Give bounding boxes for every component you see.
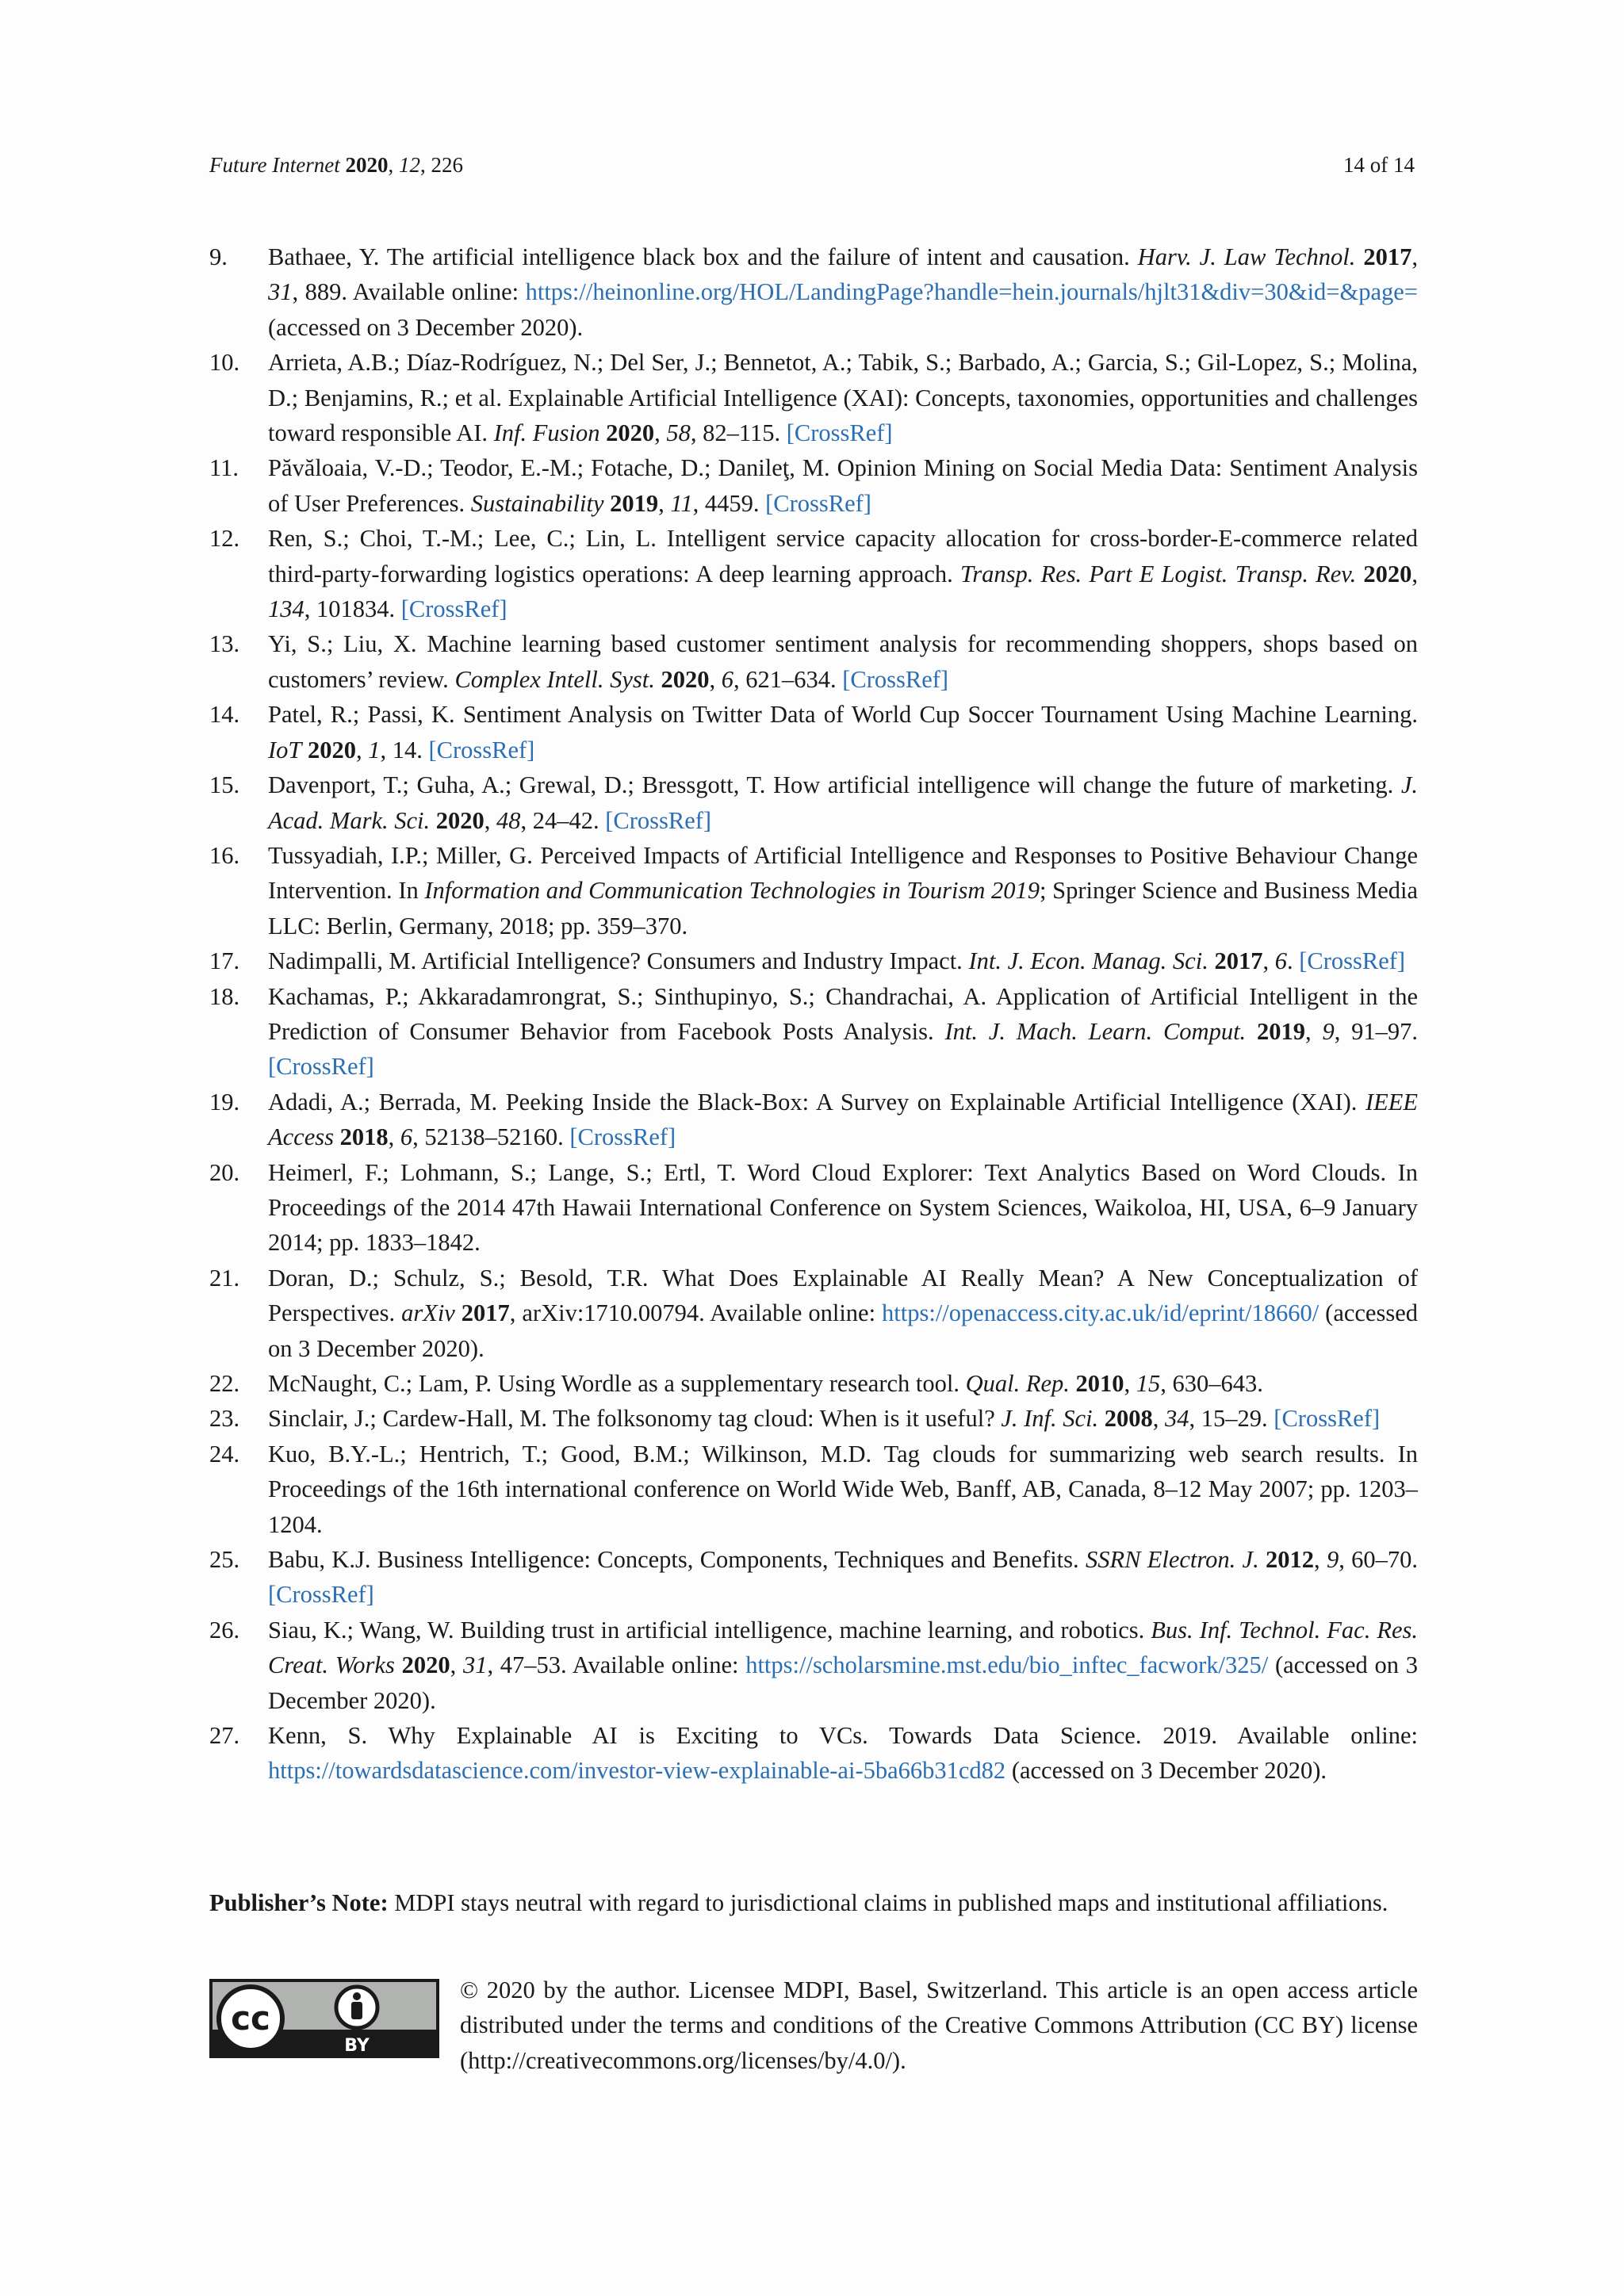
reference-italic: Complex Intell. Syst. xyxy=(454,665,655,693)
reference-year: 2017 xyxy=(1214,947,1263,975)
reference-text: , 889. Available online: xyxy=(292,278,526,306)
reference-number: 9. xyxy=(209,243,228,270)
reference-text xyxy=(455,1299,462,1326)
reference-italic: Int. J. Mach. Learn. Comput. xyxy=(944,1017,1247,1045)
reference-text: Adadi, A.; Berrada, M. Peeking Inside the Black-Box: A Survey on Explainable Artificial Intelligence (XAI). xyxy=(268,1088,1365,1115)
reference-text: Arrieta, A.B.; Díaz-Rodríguez, N.; Del Ser, J.; Bennetot, A.; Tabik, S.; Barbado, A.; Garcia, S.; Gil-Lopez, S.; Molina, D.; Benjamins, R.; et al. Explainable Artificial Intelligence (XAI): Concepts, taxonomies, opportunities and challenges toward responsible AI. xyxy=(268,349,1418,447)
reference-link[interactable]: [CrossRef] xyxy=(569,1123,676,1151)
reference-text: Nadimpalli, M. Artificial Intelligence? Consumers and Industry Impact. xyxy=(268,947,969,975)
reference-item xyxy=(209,1542,1418,1613)
reference-item xyxy=(209,521,1418,626)
reference-text: (accessed on 3 December 2020). xyxy=(268,313,584,341)
reference-text xyxy=(334,1123,340,1150)
reference-italic: 6 xyxy=(721,665,733,693)
reference-link[interactable]: [CrossRef] xyxy=(1274,1405,1381,1433)
reference-link[interactable]: [CrossRef] xyxy=(268,1053,374,1081)
reference-text: , 621–634. xyxy=(733,665,843,693)
publisher-note xyxy=(209,1888,1418,1917)
reference-link[interactable]: [CrossRef] xyxy=(605,806,712,834)
reference-number: 26. xyxy=(209,1616,240,1644)
reference-year: 2019 xyxy=(1257,1017,1306,1045)
reference-link[interactable]: [CrossRef] xyxy=(765,489,871,517)
reference-text: Păvăloaia, V.-D.; Teodor, E.-M.; Fotache, D.; Danileţ, M. Opinion Mining on Social Media Data: Sentiment Analysis of User Preferences. xyxy=(268,454,1418,517)
reference-text: , 630–643. xyxy=(1160,1370,1263,1397)
reference-year: 2020 xyxy=(401,1651,450,1679)
reference-text: Heimerl, F.; Lohmann, S.; Lange, S.; Ertl, T. Word Cloud Explorer: Text Analytics Based on Word Clouds. In Proceedings of the 2014 47th Hawaii International Conference on System Sciences, Waikoloa, HI, USA, 6–9 January 2014; pp. 1833–1842. xyxy=(268,1158,1418,1257)
reference-text xyxy=(599,419,606,446)
reference-italic: Qual. Rep. xyxy=(965,1370,1070,1397)
reference-italic: Harv. J. Law Technol. xyxy=(1137,243,1356,270)
reference-link[interactable]: [CrossRef] xyxy=(400,595,508,623)
reference-link[interactable]: [CrossRef] xyxy=(786,419,893,447)
reference-list xyxy=(209,239,1418,1789)
reference-item xyxy=(209,450,1418,521)
reference-italic: J. Acad. Mark. Sci. xyxy=(268,771,1418,834)
reference-item xyxy=(209,626,1418,697)
reference-item xyxy=(209,239,1418,345)
reference-text: , xyxy=(356,736,369,763)
cc-mark: cc xyxy=(231,1999,270,2038)
reference-text: , 24–42. xyxy=(520,806,606,834)
reference-number: 24. xyxy=(209,1440,240,1468)
reference-number: 27. xyxy=(209,1722,240,1750)
cc-by-badge-icon[interactable] xyxy=(209,1979,439,2058)
journal-citation: Future Internet 2020, 12, 226 xyxy=(209,153,463,177)
journal-name: Future Internet xyxy=(209,153,340,177)
reference-text: Kuo, B.Y.-L.; Hentrich, T.; Good, B.M.; Wilkinson, M.D. Tag clouds for summarizing web search results. In Proceedings of the 16th international conference on World Wide Web, Banff, AB, Canada, 8–12 May 2007; pp. 1203–1204. xyxy=(268,1440,1418,1538)
reference-link[interactable]: [CrossRef] xyxy=(268,1581,374,1609)
reference-text: (accessed on 3 December 2020). xyxy=(268,1651,1418,1714)
reference-number: 22. xyxy=(209,1370,240,1397)
reference-link[interactable]: https://scholarsmine.mst.edu/bio_inftec_facwork/325/ xyxy=(745,1651,1269,1679)
reference-item xyxy=(209,838,1418,943)
reference-year: 2019 xyxy=(610,489,659,517)
reference-text: Kenn, S. Why Explainable AI is Exciting to VCs. Towards Data Science. 2019. Available online: xyxy=(268,1722,1418,1750)
reference-italic: Sustainability xyxy=(470,489,604,517)
reference-italic: 134 xyxy=(268,595,304,623)
reference-number: 20. xyxy=(209,1158,240,1186)
reference-text: Patel, R.; Passi, K. Sentiment Analysis on Twitter Data of World Cup Soccer Tournament Using Machine Learning. xyxy=(268,701,1418,729)
reference-italic: IoT xyxy=(268,736,302,763)
reference-text: (accessed on 3 December 2020). xyxy=(268,1299,1418,1362)
reference-text: Siau, K.; Wang, W. Building trust in artificial intelligence, machine learning, and robotics. xyxy=(268,1616,1151,1644)
reference-text: McNaught, C.; Lam, P. Using Wordle as a supplementary research tool. xyxy=(268,1370,966,1397)
license-block xyxy=(209,1973,1418,2084)
reference-text: Yi, S.; Liu, X. Machine learning based customer sentiment analysis for recommending shoppers, shops based on customers’ review. xyxy=(268,630,1418,693)
reference-italic: Bus. Inf. Technol. Fac. Res. Creat. Works xyxy=(268,1616,1418,1679)
reference-number: 14. xyxy=(209,701,240,729)
reference-year: 2020 xyxy=(661,665,710,693)
reference-text: , xyxy=(450,1651,463,1679)
reference-text: , xyxy=(1262,947,1275,975)
reference-number: 25. xyxy=(209,1546,240,1574)
reference-text: Davenport, T.; Guha, A.; Grewal, D.; Bressgott, T. How artificial intelligence will change the future of marketing. xyxy=(268,771,1401,799)
reference-text: , xyxy=(709,665,722,693)
reference-text: , 47–53. Available online: xyxy=(487,1651,746,1679)
reference-text: , 14. xyxy=(380,736,429,763)
reference-italic: 31 xyxy=(462,1651,488,1679)
reference-text: , xyxy=(654,419,667,447)
reference-number: 17. xyxy=(209,947,240,975)
reference-text: , 4459. xyxy=(692,489,766,517)
reference-italic: SSRN Electron. J. xyxy=(1085,1546,1259,1574)
reference-text xyxy=(1356,561,1363,587)
reference-year: 2017 xyxy=(461,1299,510,1327)
reference-number: 15. xyxy=(209,771,240,799)
person-head xyxy=(353,1992,361,2000)
reference-italic: 9 xyxy=(1326,1546,1339,1574)
reference-text: , 101834. xyxy=(304,595,401,623)
running-header xyxy=(209,149,1415,181)
reference-text xyxy=(301,737,308,763)
publisher-note-text: MDPI stays neutral with regard to jurisdictional claims in published maps and institutional affiliations. xyxy=(388,1889,1388,1916)
reference-text: , xyxy=(1411,243,1418,270)
reference-item xyxy=(209,943,1418,978)
reference-text xyxy=(1098,1405,1105,1432)
reference-item xyxy=(209,1718,1418,1789)
reference-link[interactable]: https://openaccess.city.ac.uk/id/eprint/18660/ xyxy=(882,1299,1320,1327)
reference-item xyxy=(209,1085,1418,1155)
reference-text: Sinclair, J.; Cardew-Hall, M. The folksonomy tag cloud: When is it useful? xyxy=(268,1405,1002,1433)
reference-link[interactable]: https://heinonline.org/HOL/LandingPage?handle=hein.journals/hjlt31&div=30&id=&page= xyxy=(525,278,1418,306)
reference-item xyxy=(209,1437,1418,1542)
reference-text: , xyxy=(1152,1405,1166,1433)
reference-year: 2008 xyxy=(1104,1405,1153,1433)
reference-link[interactable]: https://towardsdatascience.com/investor-view-explainable-ai-5ba66b31cd82 xyxy=(268,1757,1006,1785)
reference-number: 12. xyxy=(209,525,240,553)
reference-number: 10. xyxy=(209,349,240,377)
reference-text: . xyxy=(1286,947,1300,975)
reference-italic: 15 xyxy=(1136,1370,1161,1397)
reference-item xyxy=(209,1613,1418,1718)
reference-text: Doran, D.; Schulz, S.; Besold, T.R. What Does Explainable AI Really Mean? A New Conceptualization of Perspectives. xyxy=(268,1264,1418,1327)
reference-italic: 34 xyxy=(1165,1405,1189,1433)
by-label: BY xyxy=(344,2036,370,2056)
reference-italic: 6 xyxy=(1274,947,1287,975)
reference-number: 16. xyxy=(209,841,240,869)
reference-text: , 82–115. xyxy=(690,419,787,447)
reference-text: , xyxy=(1305,1017,1323,1045)
reference-text: , 91–97. xyxy=(1334,1017,1419,1045)
journal-volume: 12 xyxy=(398,153,420,177)
reference-item xyxy=(209,979,1418,1085)
reference-item xyxy=(209,1155,1418,1261)
reference-item xyxy=(209,767,1418,838)
reference-year: 2010 xyxy=(1075,1370,1124,1397)
reference-text: (accessed on 3 December 2020). xyxy=(1005,1757,1327,1785)
article-number: 226 xyxy=(431,153,463,177)
reference-year: 2017 xyxy=(1363,243,1412,270)
reference-italic: Inf. Fusion xyxy=(493,419,600,447)
reference-italic: IEEE Access xyxy=(268,1088,1418,1151)
reference-link[interactable]: [CrossRef] xyxy=(428,736,535,763)
reference-item xyxy=(209,1401,1418,1436)
reference-number: 18. xyxy=(209,982,240,1010)
reference-italic: Transp. Res. Part E Logist. Transp. Rev. xyxy=(959,560,1357,587)
reference-text: Bathaee, Y. The artificial intelligence black box and the failure of intent and causation. xyxy=(268,243,1138,270)
reference-number: 19. xyxy=(209,1088,240,1115)
reference-item xyxy=(209,697,1418,767)
reference-number: 23. xyxy=(209,1405,240,1433)
reference-text: Tussyadiah, I.P.; Miller, G. Perceived Impacts of Artificial Intelligence and Responses to Positive Behaviour Change Intervention. In xyxy=(268,841,1418,905)
reference-year: 2020 xyxy=(1363,560,1412,587)
reference-italic: 11 xyxy=(670,489,693,517)
reference-text: , 52138–52160. xyxy=(412,1123,570,1151)
reference-link[interactable]: [CrossRef] xyxy=(1299,947,1406,975)
reference-item xyxy=(209,1366,1418,1401)
reference-text: ; Springer Science and Business Media LLC: Berlin, Germany, 2018; pp. 359–370. xyxy=(268,877,1419,939)
reference-text xyxy=(395,1651,402,1678)
journal-year: 2020 xyxy=(345,153,389,177)
reference-item xyxy=(209,345,1418,450)
reference-text xyxy=(430,807,436,834)
reference-text: , xyxy=(658,489,671,517)
publisher-note-label: Publisher’s Note: xyxy=(209,1889,389,1916)
reference-italic: 48 xyxy=(496,806,521,834)
reference-year: 2020 xyxy=(435,806,485,834)
reference-number: 11. xyxy=(209,454,239,482)
reference-italic: arXiv xyxy=(401,1299,455,1327)
reference-text: , xyxy=(1411,560,1418,587)
license-text: © 2020 by the author. Licensee MDPI, Basel, Switzerland. This article is an open access article distributed under the terms and conditions of the Creative Commons Attribution (CC BY) license (http://creativecommons.org/licenses/by/4.0/). xyxy=(460,1976,1418,2074)
reference-text xyxy=(1070,1370,1076,1397)
reference-italic: 1 xyxy=(368,736,381,763)
reference-text: , xyxy=(1124,1370,1136,1397)
reference-text: , 15–29. xyxy=(1189,1405,1274,1433)
person-body xyxy=(351,2002,362,2019)
reference-text xyxy=(1259,1546,1266,1573)
reference-italic: 6 xyxy=(400,1123,413,1151)
reference-item xyxy=(209,1261,1418,1366)
page-number: 14 of 14 xyxy=(1343,153,1415,177)
reference-text: Kachamas, P.; Akkaradamrongrat, S.; Sinthupinyo, S.; Chandrachai, A. Application of Artificial Intelligent in the Prediction of Consumer Behavior from Facebook Posts Analysis. xyxy=(268,982,1418,1045)
reference-italic: J. Inf. Sci. xyxy=(1001,1405,1099,1433)
reference-link[interactable]: [CrossRef] xyxy=(842,665,949,693)
reference-italic: 9 xyxy=(1322,1017,1335,1045)
reference-text: Babu, K.J. Business Intelligence: Concepts, Components, Techniques and Benefits. xyxy=(268,1546,1086,1574)
reference-text xyxy=(604,490,611,517)
reference-italic: Information and Communication Technologies in Tourism 2019 xyxy=(424,877,1040,905)
reference-italic: 58 xyxy=(666,419,691,447)
reference-year: 2020 xyxy=(606,419,655,447)
reference-italic: 31 xyxy=(268,278,293,306)
reference-year: 2012 xyxy=(1266,1546,1315,1574)
reference-text: , 60–70. xyxy=(1339,1546,1419,1574)
reference-text xyxy=(1355,243,1363,270)
reference-text xyxy=(1246,1018,1257,1045)
reference-number: 13. xyxy=(209,630,240,658)
reference-text: , xyxy=(388,1123,400,1151)
reference-text: , arXiv:1710.00794. Available online: xyxy=(509,1299,883,1327)
reference-year: 2018 xyxy=(339,1123,389,1151)
reference-text: Ren, S.; Choi, T.-M.; Lee, C.; Lin, L. Intelligent service capacity allocation for cross-border-E-commerce related third-party-forwarding logistics operations: A deep learning approach. xyxy=(268,525,1418,587)
reference-text: , xyxy=(484,806,496,834)
reference-text: , xyxy=(1314,1546,1327,1574)
reference-year: 2020 xyxy=(308,736,356,763)
reference-italic: Int. J. Econ. Manag. Sci. xyxy=(968,947,1208,975)
reference-number: 21. xyxy=(209,1264,240,1292)
